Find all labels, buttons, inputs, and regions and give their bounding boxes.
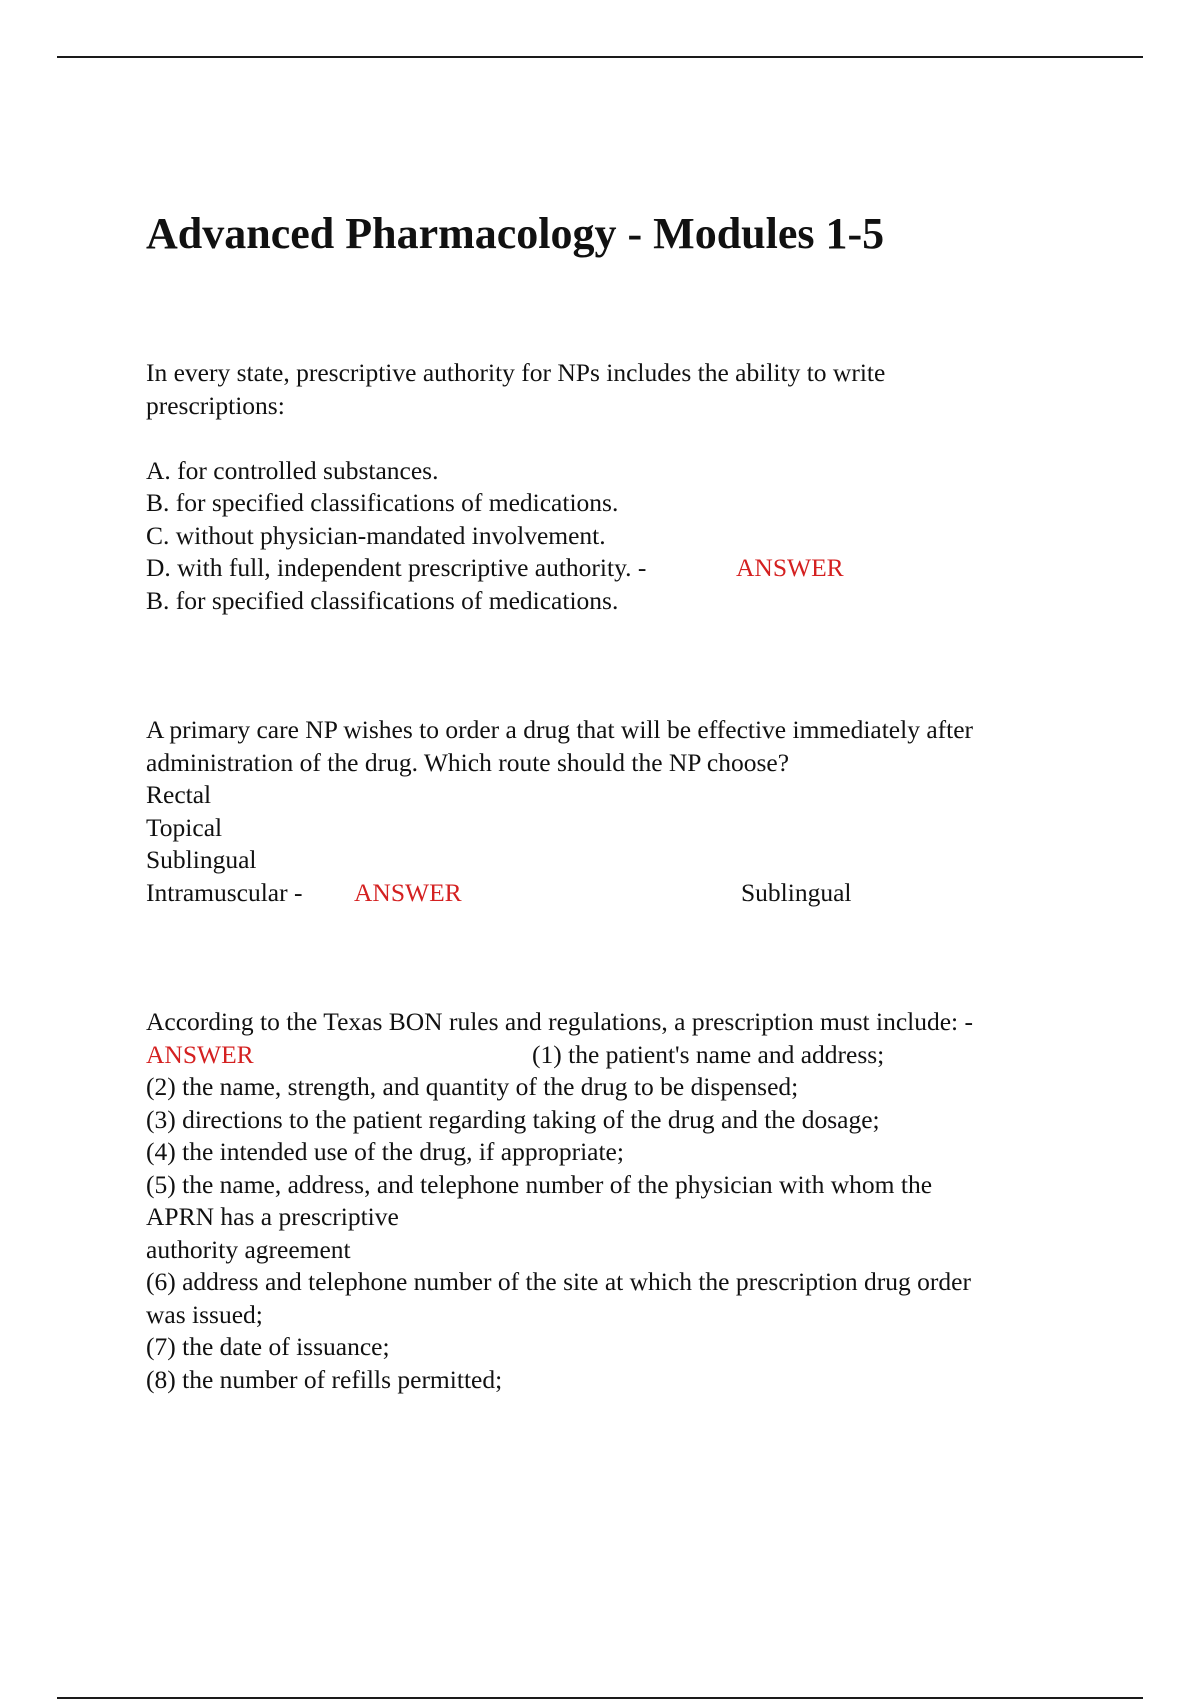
answer-text: (1) the patient's name and address; xyxy=(532,1039,885,1069)
option-topical: Topical xyxy=(146,812,223,842)
answer-first-line xyxy=(146,1039,1086,1072)
option-c: C. without physician-mandated involvement. xyxy=(146,520,606,550)
option-b: B. for specified classifications of medications. xyxy=(146,488,619,517)
answer-text-line: (4) the intended use of the drug, if appropriate; xyxy=(146,1137,624,1166)
question-text-line: A primary care NP wishes to order a drug that will be effective immediately after xyxy=(146,715,974,744)
answer-text-line: authority agreement xyxy=(146,1234,351,1264)
answer-text-line: (2) the name, strength, and quantity of the drug to be dispensed; xyxy=(146,1072,799,1101)
option-d: D. with full, independent prescriptive authority. - xyxy=(146,553,647,582)
question-text-line: prescriptions: xyxy=(146,390,285,420)
bottom-rule xyxy=(57,1697,1143,1699)
option-sublingual: Sublingual xyxy=(146,845,257,874)
answer-text-line: (3) directions to the patient regarding taking of the drug and the dosage; xyxy=(146,1104,880,1134)
question-2 xyxy=(146,714,1086,909)
option-intramuscular: Intramuscular - xyxy=(146,877,303,907)
answer-text-line: APRN has a prescriptive xyxy=(146,1202,399,1231)
question-text-line: According to the Texas BON rules and regulations, a prescription must include: - xyxy=(146,1007,974,1036)
option-d-with-answer xyxy=(146,552,1086,585)
answer-text-line: (6) address and telephone number of the site at which the prescription drug order xyxy=(146,1267,971,1296)
answer-label: ANSWER xyxy=(736,553,844,582)
top-rule xyxy=(57,56,1143,58)
answer-text-line: (8) the number of refills permitted; xyxy=(146,1364,503,1394)
answer-label: ANSWER xyxy=(146,1039,254,1069)
document-title: Advanced Pharmacology - Modules 1-5 xyxy=(146,209,885,258)
question-3 xyxy=(146,1006,1086,1396)
answer-text-line: (5) the name, address, and telephone number of the physician with whom the xyxy=(146,1169,933,1199)
question-text-line: In every state, prescriptive authority for NPs includes the ability to write xyxy=(146,358,886,387)
answer-text: B. for specified classifications of medications. xyxy=(146,585,619,615)
option-a: A. for controlled substances. xyxy=(146,455,439,485)
answer-text: Sublingual xyxy=(741,877,852,907)
question-1 xyxy=(146,357,1086,617)
option-intramuscular-with-answer xyxy=(146,877,1086,910)
option-rectal: Rectal xyxy=(146,780,212,809)
question-text-line: administration of the drug. Which route should the NP choose? xyxy=(146,747,790,777)
answer-label: ANSWER xyxy=(354,877,462,907)
answer-text-line: (7) the date of issuance; xyxy=(146,1332,390,1361)
answer-text-line: was issued; xyxy=(146,1299,263,1329)
